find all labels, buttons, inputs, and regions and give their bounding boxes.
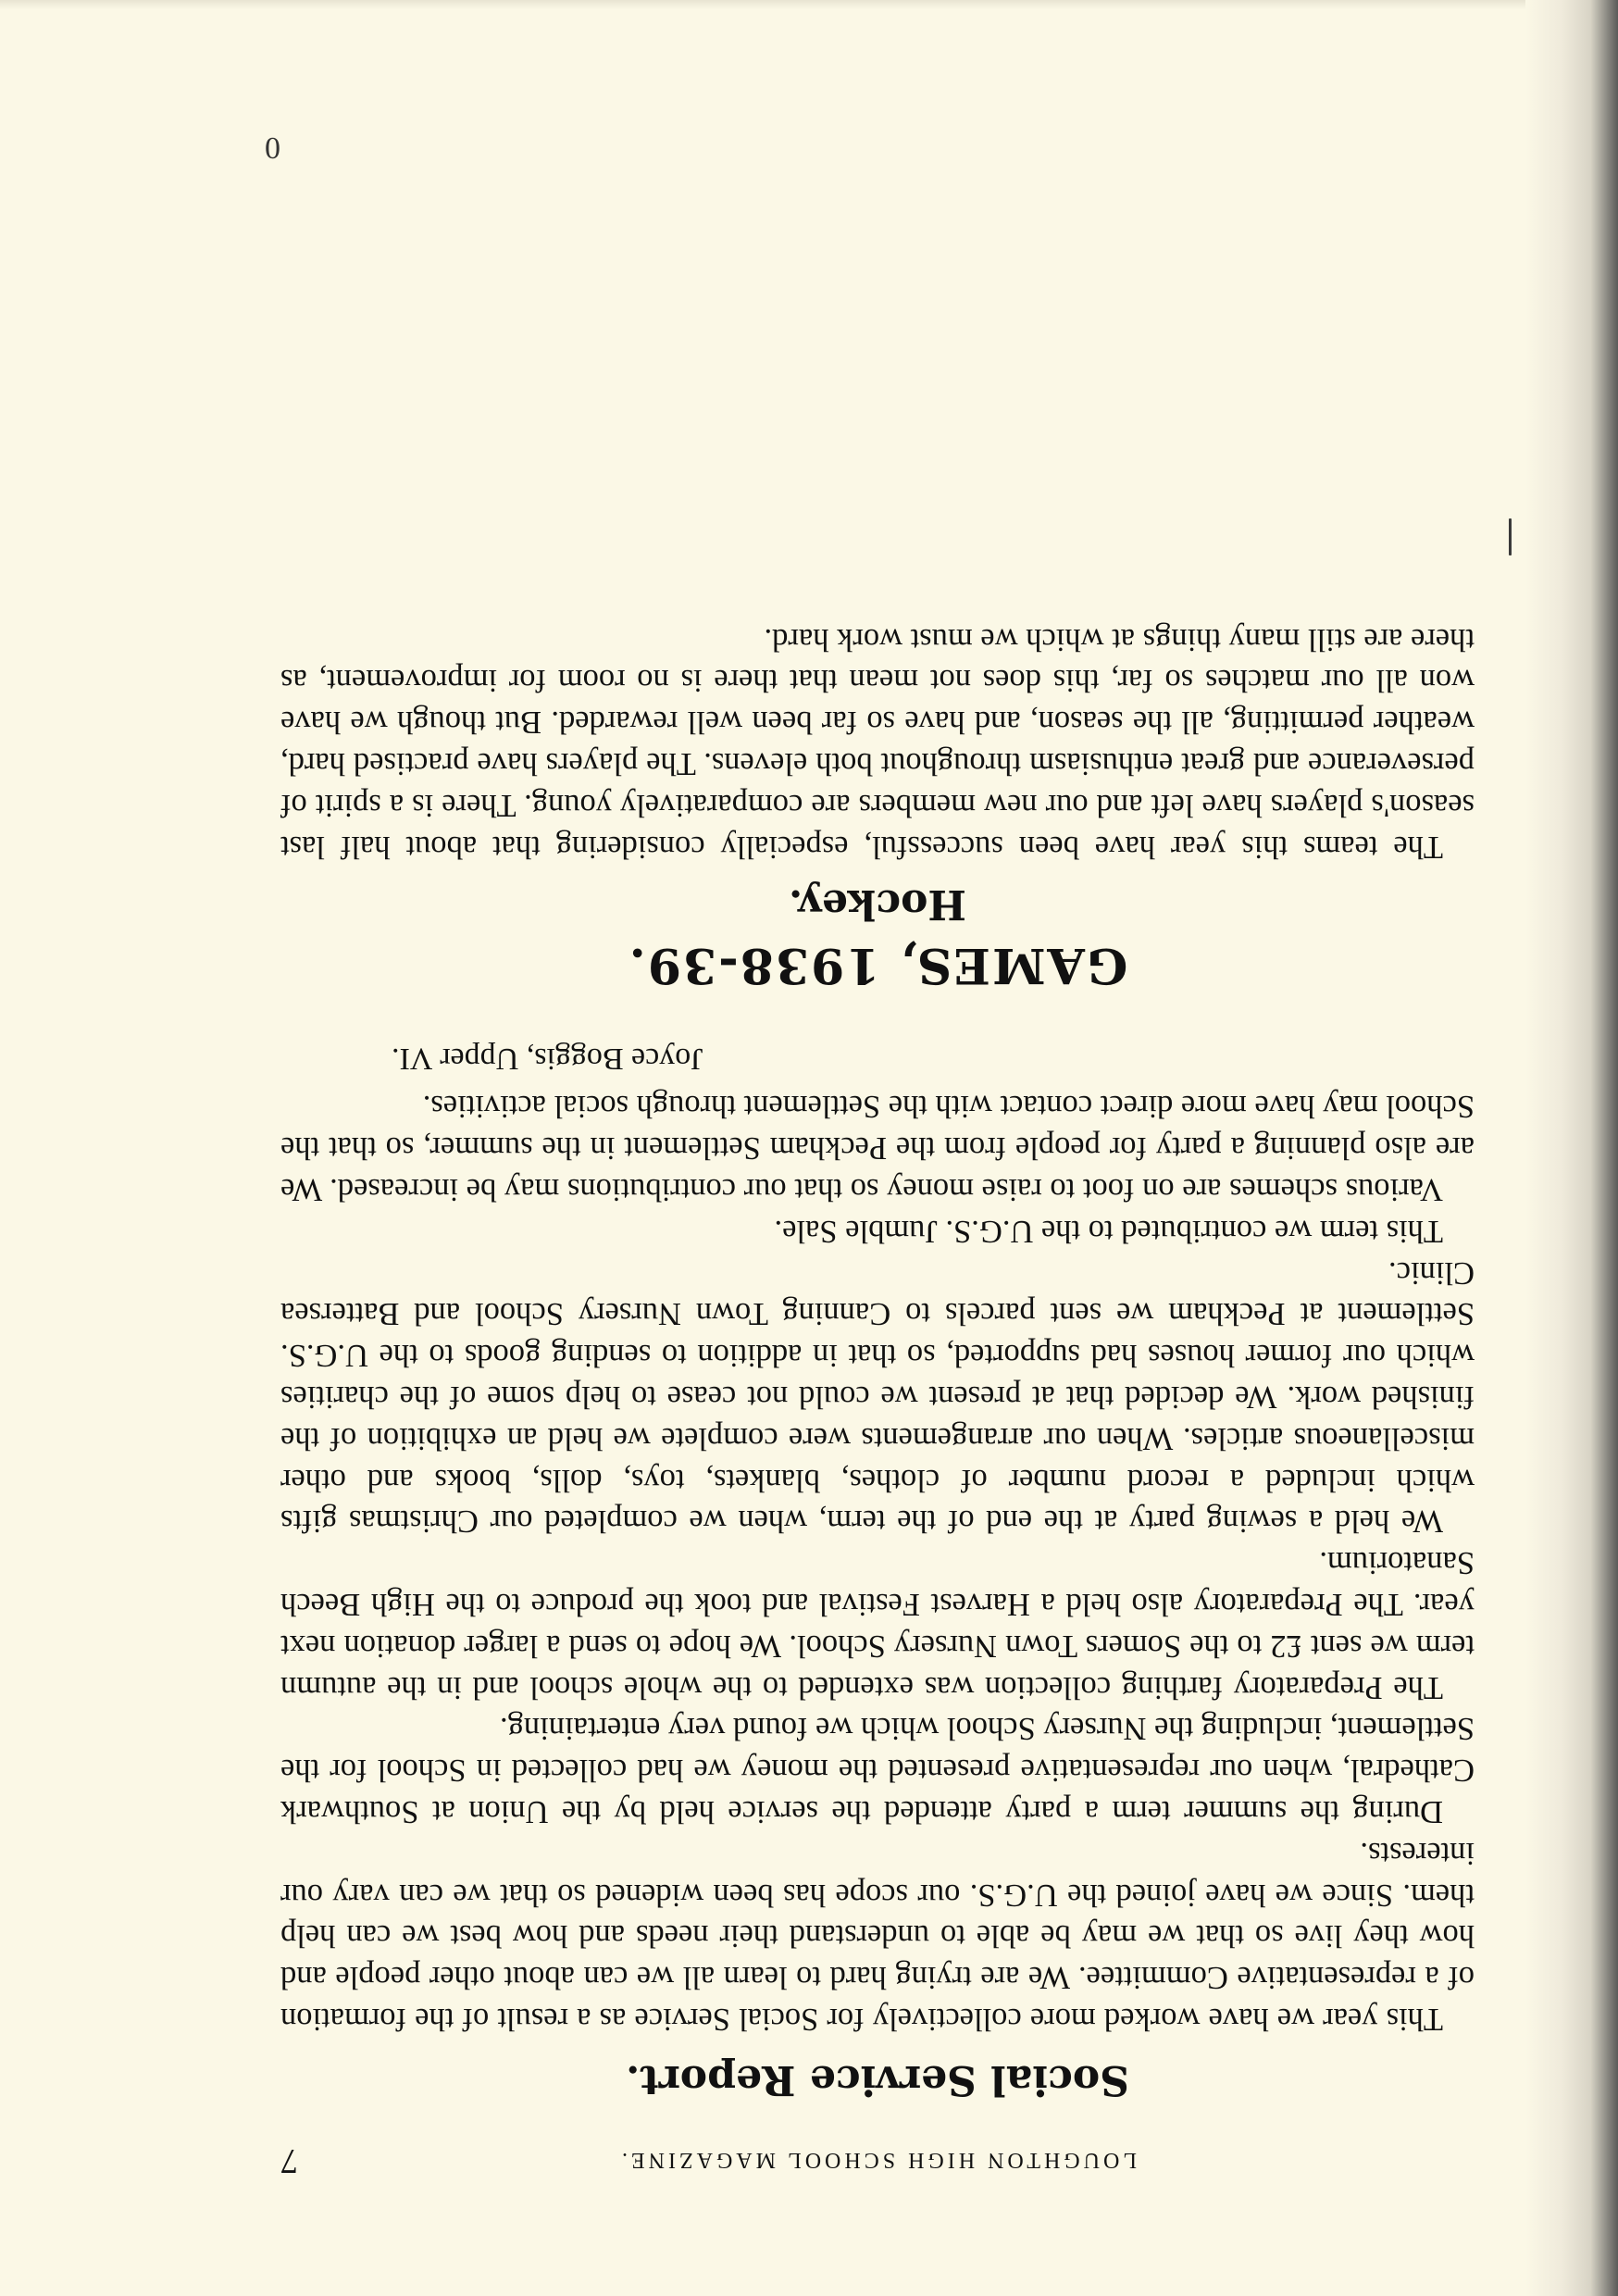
social-service-paragraph-5: This term we contributed to the U.G.S. Jumble Sale.: [774, 1213, 1443, 1249]
magazine-title: LOUGHTON HIGH SCHOOL MAGAZINE.: [618, 2148, 1137, 2172]
social-service-paragraph-2: During the summer term a party attended the service held by the Union at Southwark Cathedral, when our representative presented the money we had collected in School for the Settlement, including the Nursery School which we found very entertaining.: [280, 1711, 1475, 1830]
hockey-subheading: Hockey.: [788, 880, 967, 928]
social-service-paragraph-4: We held a sewing party at the end of the term, when we completed our Christmas gifts which included a record number of clothes, blankets, toys, dolls, books and other miscellaneous articles. When our arrangements were complete we held an exhibition of the finished work. We decided that at present we could not cease to help some of the charities which our former houses had supported, so that in addition to sending goods to the U.G.S. Settlement at Peckham we sent parcels to Canning Town Nursery School and Battersea Clinic.: [280, 1254, 1475, 1540]
footer-mark: 0: [265, 131, 280, 165]
hockey-paragraph: The teams this year have been successful, especially considering that about half last season's players have left and our new members are comparatively young. There is a spirit of perseverance and great enthusiasm throughout both elevens. The players have practised hard, weather permitting, all the season, and have so far been well rewarded. But though we have won all our matches so far, this does not mean that there is no room for improvement, as there are still many things at which we must work hard.: [280, 621, 1475, 865]
running-header: [280, 2120, 1475, 2180]
social-service-paragraph-6: Various schemes are on foot to raise money so that our contributions may be increased. We are also planning a party for people from the Peckham Settlement in the summer, so that the School may have more direct contact with the Settlement through social activities.: [280, 1089, 1475, 1208]
social-service-heading: Social Service Report.: [626, 2056, 1130, 2103]
games-heading: GAMES, 1938-39.: [627, 936, 1128, 993]
social-service-paragraph-3: The Preparatory farthing collection was extended to the whole school and in the autumn term we sent £2 to the Somers Town Nursery School. We hope to send a larger donation next year. The Preparatory also held a Harvest Festival and took the produce to the High Beech Sanatorium.: [280, 1545, 1475, 1705]
page-number: 7: [280, 2141, 298, 2180]
author-signature: Joyce Boggis, Upper VI.: [392, 1041, 703, 1076]
social-service-paragraph-1: This year we have worked more collectively for Social Service as a result of the formation of a representative Committee. We are trying hard to learn all we can about other people and how they live so that we may be able to understand their needs and how best we can help them. Since we have joined the U.G.S. our scope has been widened so that we can vary our interests.: [280, 1835, 1475, 2037]
page-text-block: [265, 131, 1475, 2180]
